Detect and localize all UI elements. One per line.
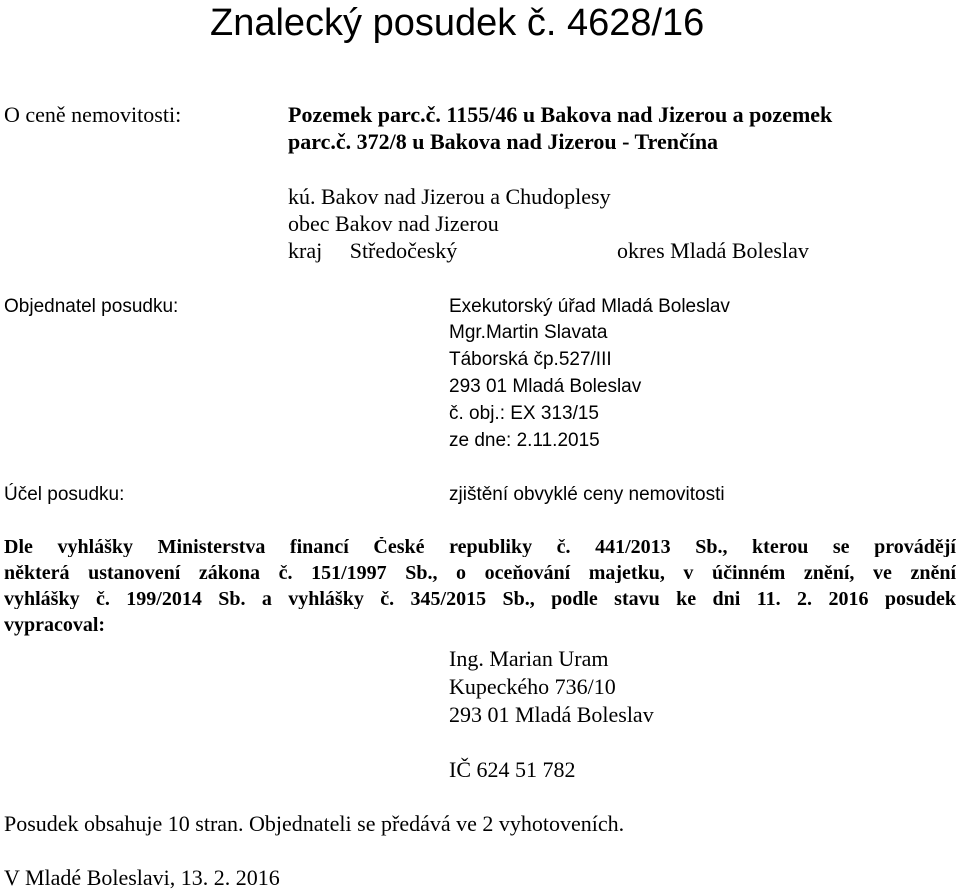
purpose-value: zjištění obvyklé ceny nemovitosti bbox=[449, 484, 725, 505]
client-line: 293 01 Mladá Boleslav bbox=[449, 376, 642, 397]
expert-ic: IČ 624 51 782 bbox=[449, 757, 576, 782]
client-line: Táborská čp.527/III bbox=[449, 349, 612, 370]
legal-text-line-2: některá ustanovení zákona č. 151/1997 Sb., o oceňování majetku, v účinném znění, ve znění bbox=[4, 563, 956, 583]
municipality: obec Bakov nad Jizerou bbox=[288, 211, 499, 236]
district: okres Mladá Boleslav bbox=[617, 238, 809, 263]
legal-text-line-1: Dle vyhlášky Ministerstva financí České republiky č. 441/2013 Sb., kterou se provádějí bbox=[4, 537, 956, 557]
expert-street: Kupeckého 736/10 bbox=[449, 674, 616, 699]
legal-text-line-3: vyhlášky č. 199/2014 Sb. a vyhlášky č. 345/2015 Sb., podle stavu ke dni 11. 2. 2016 posudek bbox=[4, 589, 956, 609]
expert-city: 293 01 Mladá Boleslav bbox=[449, 702, 654, 727]
cadastral-area: kú. Bakov nad Jizerou a Chudoplesy bbox=[288, 184, 611, 209]
page-count-note: Posudek obsahuje 10 stran. Objednateli se předává ve 2 vyhotoveních. bbox=[4, 811, 625, 836]
client-label: Objednatel posudku: bbox=[4, 296, 179, 317]
legal-text-last: vypracoval: bbox=[4, 614, 106, 636]
property-label: O ceně nemovitosti: bbox=[4, 102, 182, 127]
client-line: Exekutorský úřad Mladá Boleslav bbox=[449, 296, 730, 317]
expert-name: Ing. Marian Uram bbox=[449, 646, 609, 671]
client-line: č. obj.: EX 313/15 bbox=[449, 403, 599, 424]
client-line: Mgr.Martin Slavata bbox=[449, 322, 608, 343]
client-line: ze dne: 2.11.2015 bbox=[449, 430, 600, 451]
property-line-1: Pozemek parc.č. 1155/46 u Bakova nad Jizerou a pozemek bbox=[288, 102, 833, 127]
region: kraj Středočeský bbox=[288, 238, 458, 263]
document-title: Znalecký posudek č. 4628/16 bbox=[210, 2, 705, 44]
purpose-label: Účel posudku: bbox=[4, 484, 125, 505]
property-line-2: parc.č. 372/8 u Bakova nad Jizerou - Trenčína bbox=[288, 129, 719, 154]
place-and-date: V Mladé Boleslavi, 13. 2. 2016 bbox=[4, 865, 280, 890]
